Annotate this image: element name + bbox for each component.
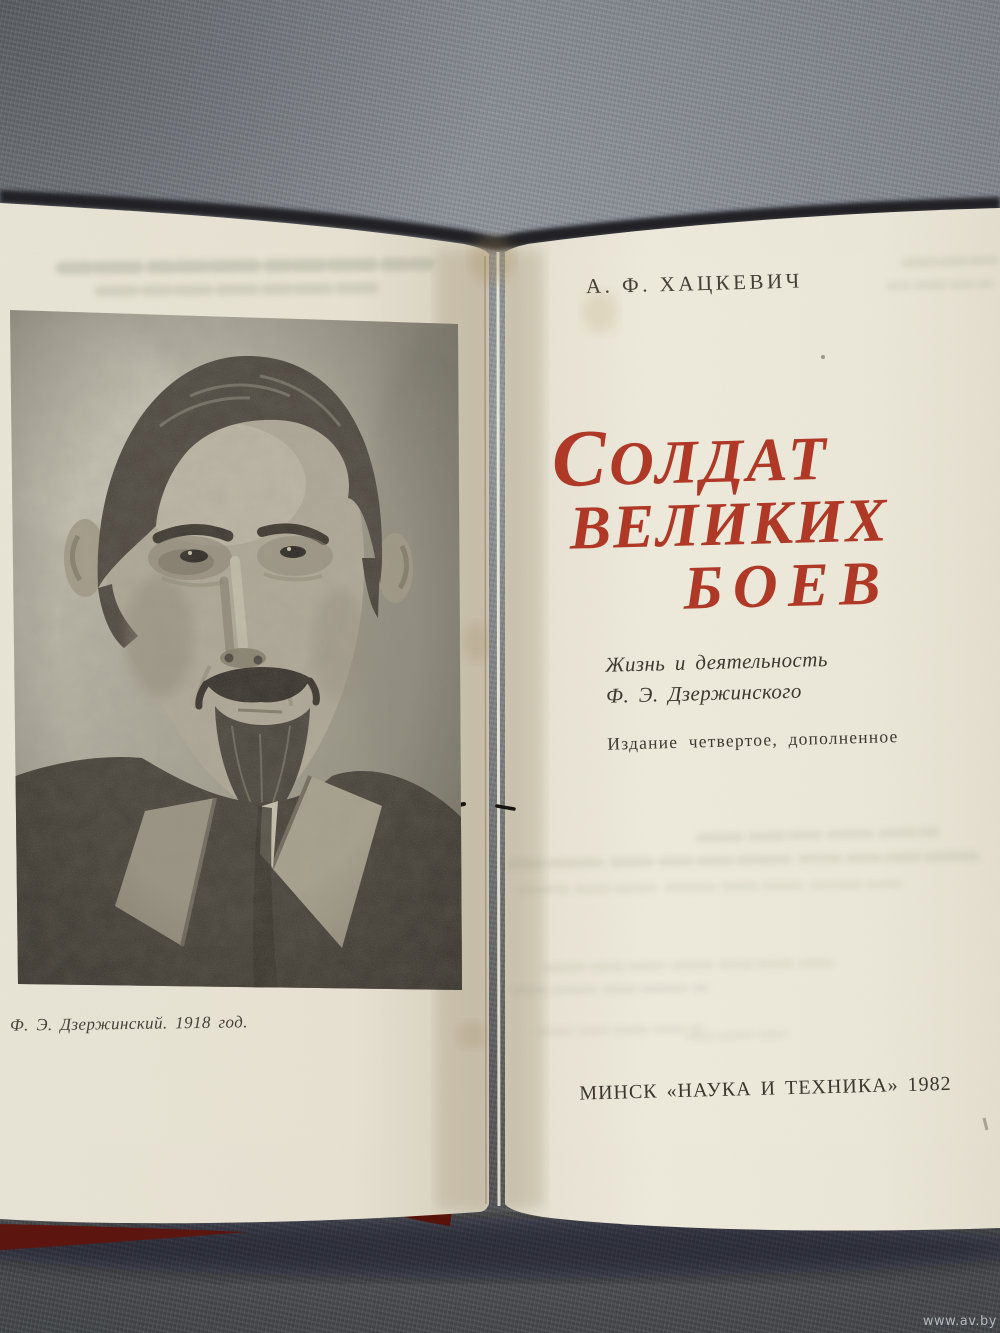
imprint-line: МИНСК «НАУКА И ТЕХНИКА» 1982	[579, 1072, 952, 1105]
gutter-crease	[485, 256, 486, 1204]
portrait-halftone-grain	[10, 306, 462, 992]
watermark: www.av.by	[922, 1314, 997, 1329]
subtitle-line-1: Жизнь и деятельность	[604, 646, 829, 677]
edition-notice: Издание четвертое, дополненное	[607, 726, 899, 754]
photo-caption: Ф. Э. Дзержинский. 1918 год.	[9, 1012, 248, 1035]
subtitle-line-2: Ф. Э. Дзержинского	[605, 678, 803, 708]
title-page-text	[488, 234, 1000, 1333]
title-line-1: СОЛДАТ	[550, 412, 830, 505]
author-line: А. Ф. ХАЦКЕВИЧ	[585, 268, 804, 299]
subtitle	[605, 644, 829, 712]
book-title	[493, 412, 892, 625]
portrait-photo	[0, 306, 498, 992]
title-line-3: БОЕВ	[682, 549, 892, 623]
title-line-2: ВЕЛИКИХ	[568, 486, 890, 563]
